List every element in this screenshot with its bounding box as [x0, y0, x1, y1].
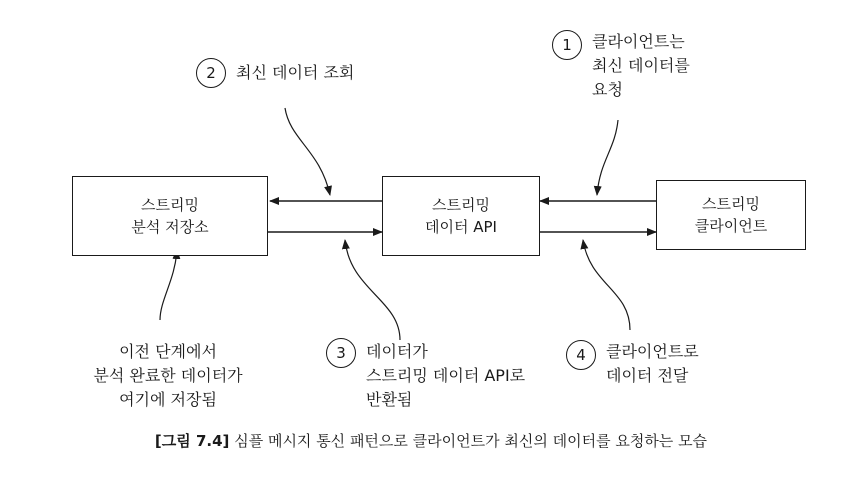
box-api-line1: 스트리밍: [432, 196, 490, 214]
step-1-badge: 1: [552, 30, 582, 60]
step-4-badge: 4: [566, 340, 596, 370]
box-client-line2: 클라이언트: [694, 217, 768, 235]
box-streaming-client: [656, 180, 806, 250]
box-client-line1: 스트리밍: [702, 195, 760, 213]
pointer-storage-note: [160, 250, 177, 320]
storage-note: 이전 단계에서 분석 완료한 데이터가 여기에 저장됨: [93, 342, 243, 409]
step-1-label: 클라이언트는 최신 데이터를 요청: [592, 32, 690, 99]
step-3-badge: 3: [326, 338, 356, 368]
step-2-label: 최신 데이터 조회: [236, 63, 355, 82]
step-4-label: 클라이언트로 데이터 전달: [606, 342, 699, 385]
pointer-step2: [285, 108, 330, 195]
box-api-line2: 데이터 API: [425, 218, 497, 236]
caption-text: 심플 메시지 통신 패턴으로 클라이언트가 최신의 데이터를 요청하는 모습: [234, 432, 708, 450]
step-2-badge: 2: [196, 58, 226, 88]
pointer-step4: [583, 240, 630, 330]
figure-caption: [0, 430, 862, 451]
box-storage-line2: 분석 저장소: [131, 218, 209, 236]
step-3-label: 데이터가 스트리밍 데이터 API로 반환됨: [366, 342, 526, 409]
pointer-step1: [597, 120, 618, 195]
box-streaming-data-api: [382, 176, 540, 256]
box-streaming-storage: [72, 176, 268, 256]
caption-label: [그림 7.4]: [154, 432, 230, 450]
box-storage-line1: 스트리밍: [141, 196, 199, 214]
